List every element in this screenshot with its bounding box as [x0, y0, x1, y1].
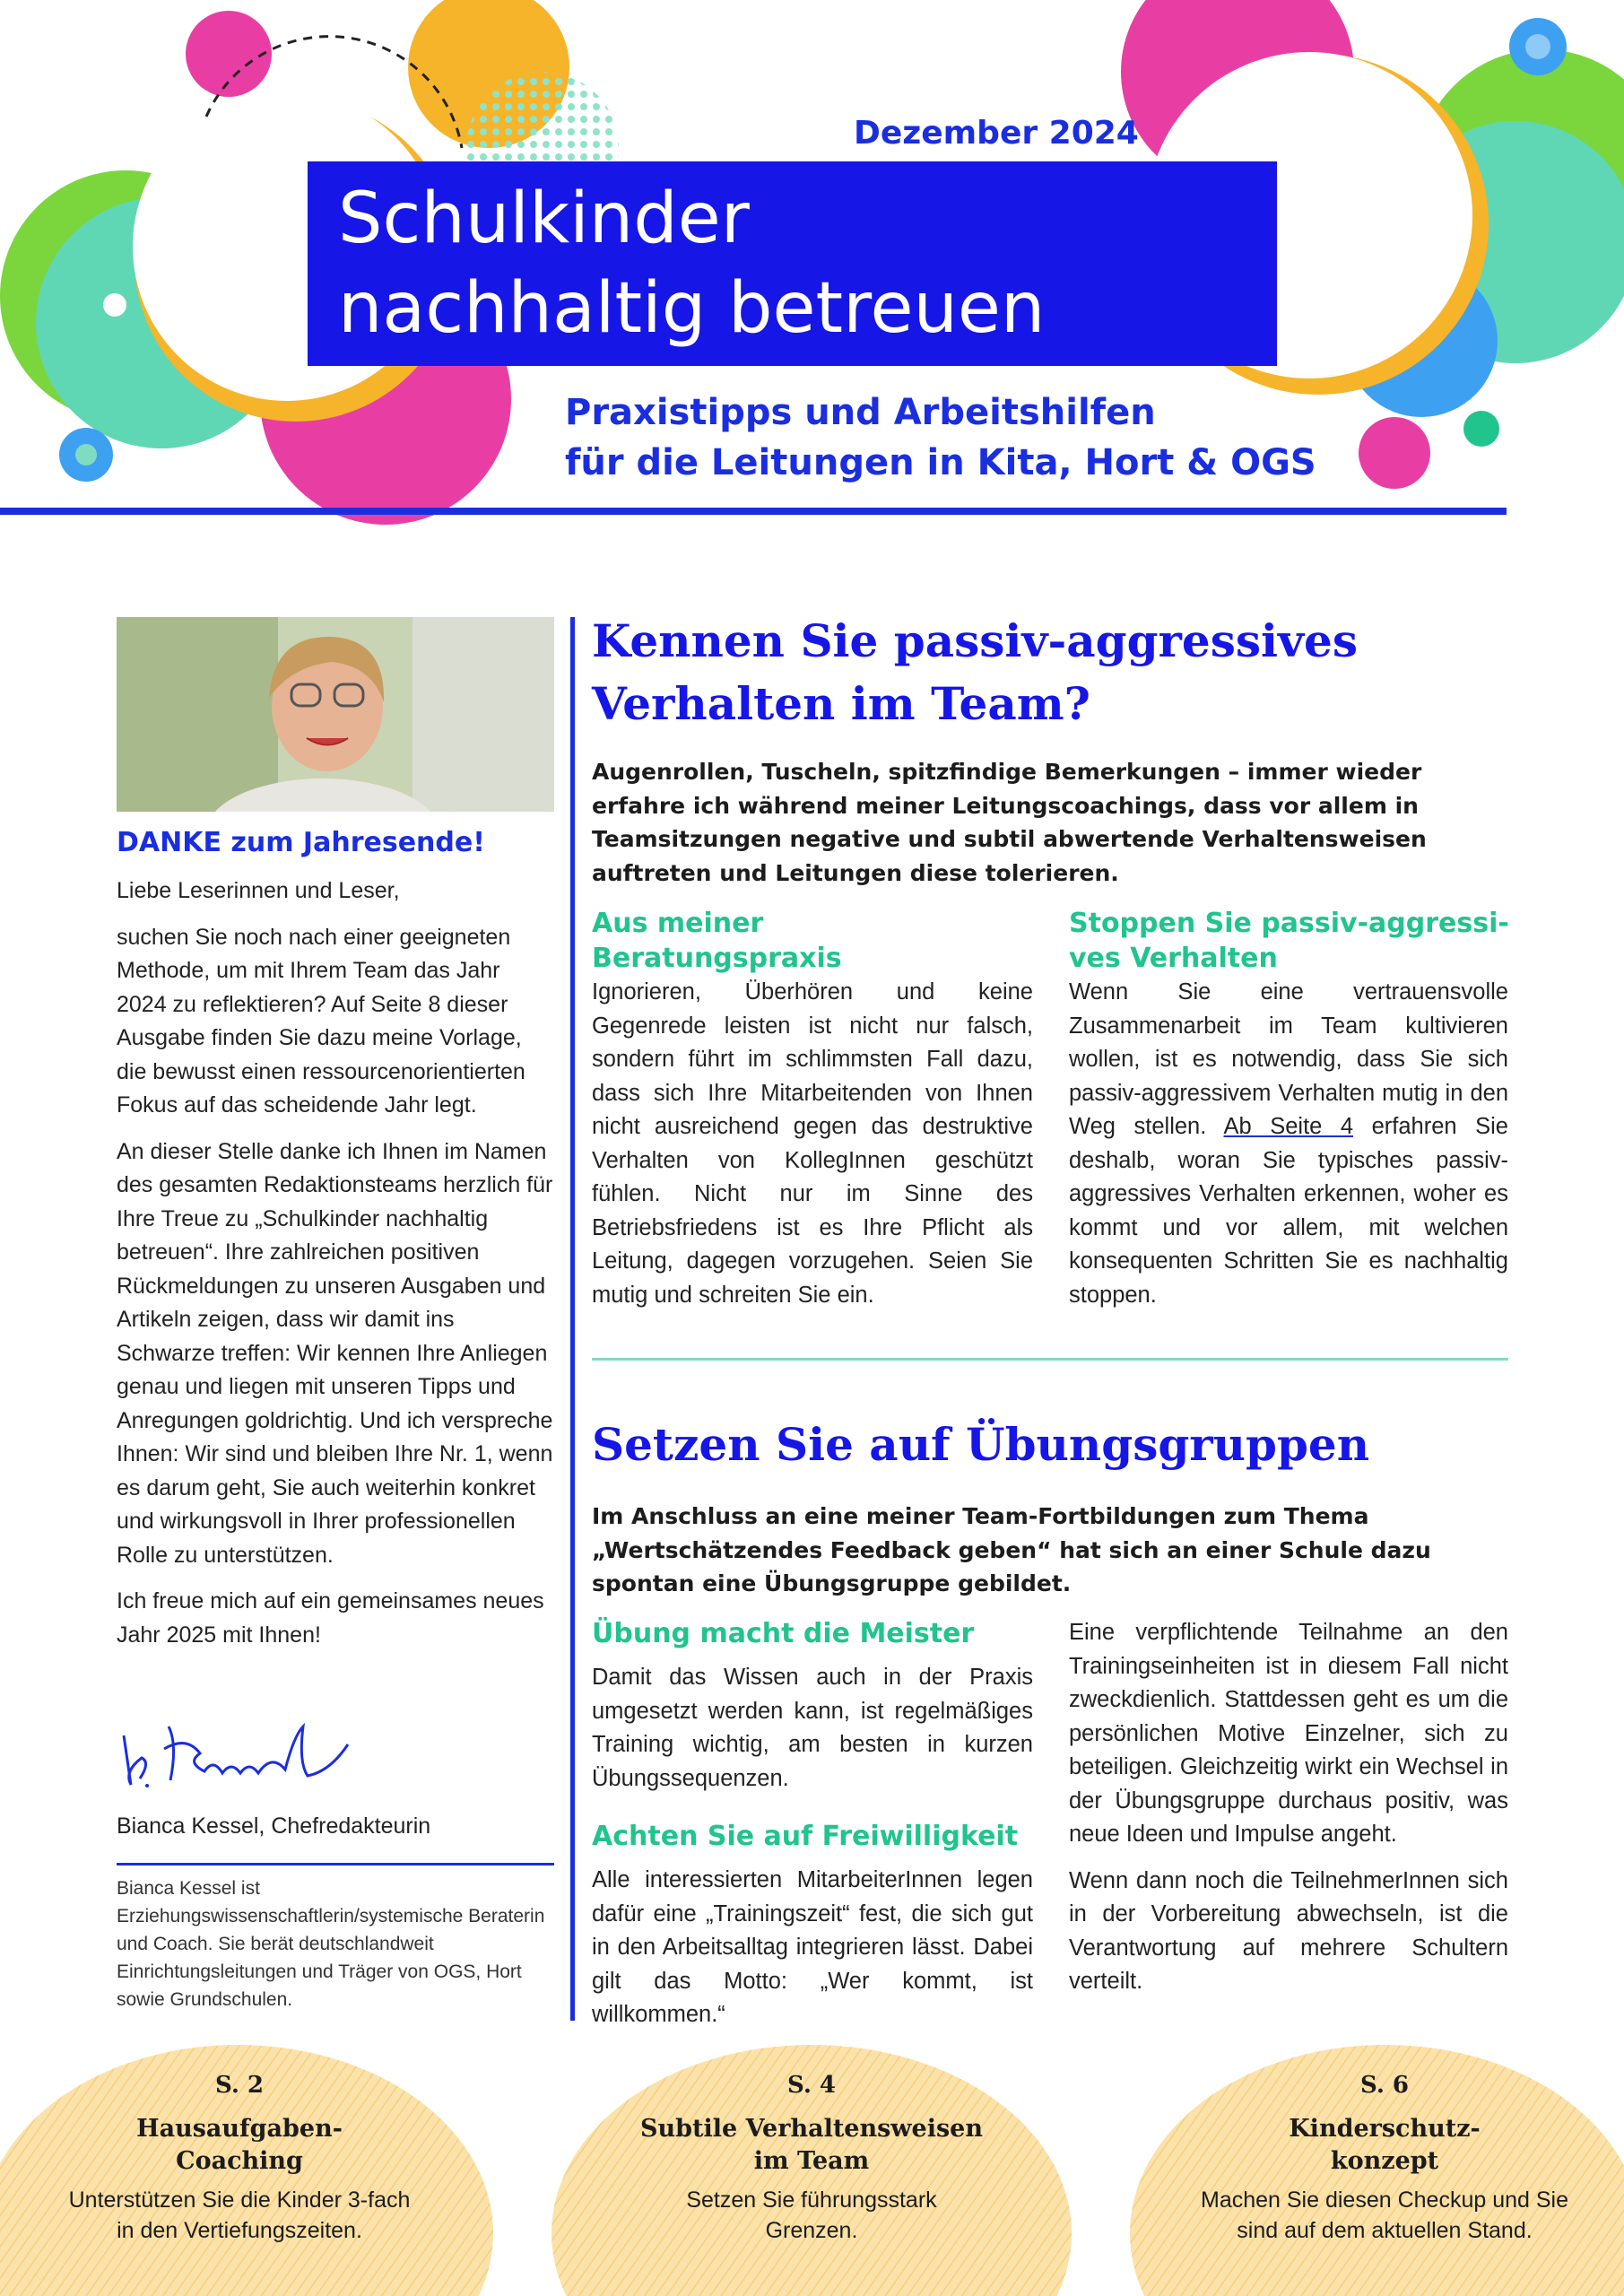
article2-heading-a: Übung macht die Meister [592, 1618, 975, 1649]
heading-line: Beratungspraxis [592, 943, 842, 974]
article2-text-a: Damit das Wissen auch in der Praxis umgesetzt werden kann, ist regelmäßiges Training wichtig, am besten in kurzen Übungssequenzen. [592, 1665, 1033, 1791]
deco-circle [1525, 34, 1550, 59]
article2-text-b: Alle interessierten MitarbeiterInnen legen dafür eine „Trainingszeit“ fest, die sich gut in den Arbeitsalltag integrieren lässt. Dabei gilt das Motto: „Wer kommt, ist willkommen.“ [592, 1867, 1033, 2027]
teaser-title-line: konzept [1330, 2147, 1439, 2175]
subtitle-line: für die Leitungen in Kita, Hort & OGS [565, 442, 1316, 483]
article2-right-text [1069, 1616, 1508, 2012]
teaser-desc-line: Machen Sie diesen Checkup und Sie [1201, 2187, 1568, 2213]
editorial-paragraph: suchen Sie noch nach einer geeigneten Methode, um mit Ihrem Team das Jahr 2024 zu reflektieren? Auf Seite 8 dieser Ausgabe finden Sie dazu meine Vorlage, die bewusst einen ressourcenorientierten Fokus auf das scheidende Jahr legt. [117, 924, 525, 1118]
bio-divider [117, 1863, 554, 1866]
teaser-description [578, 2185, 1045, 2246]
teaser-card[interactable] [6, 2072, 473, 2246]
deco-circle [75, 444, 97, 465]
header-divider [0, 508, 1507, 515]
teaser-description [6, 2185, 473, 2246]
teaser-desc-line: sind auf dem aktuellen Stand. [1237, 2218, 1533, 2243]
article-divider [592, 1358, 1508, 1361]
subtitle-line: Praxistipps und Arbeitshilfen [565, 392, 1156, 433]
masthead-title-line: Schulkinder [338, 178, 750, 259]
title-line: Kennen Sie passiv-aggressives [592, 614, 1359, 667]
editorial-paragraph: An dieser Stelle danke ich Ihnen im Namen des gesamten Redaktionsteams herzlich für Ihre Treue zu „Schulkinder nachhaltig betreuen“. Ihre zahlreichen positiven Rückmeldungen zu unseren Ausgaben und Artikeln zeigen, dass wir damit ins Schwarze treffen: Wir kennen Ihre Anliegen genau und liegen mit unseren Tipps und Anregungen goldrichtig. Und ich verspreche Ihnen: Wir sind und bleiben Ihre Nr. 1, wenn es darum geht, Sie auch weiterhin konkret und wirkungsvoll in Ihrer professionellen Rolle zu unterstützen. [117, 1138, 553, 1568]
teaser-desc-line: Unterstützen Sie die Kinder 3-fach [68, 2187, 411, 2213]
editorial-greeting: Liebe Leserinnen und Leser, [117, 878, 400, 903]
issue-date: Dezember 2024 [854, 115, 1139, 152]
teaser-page: S. 4 [786, 2072, 837, 2099]
teaser-title-line: Kinderschutz- [1289, 2115, 1481, 2143]
teaser-title-line: Subtile Verhaltensweisen [640, 2115, 983, 2143]
masthead-title-line: nachhaltig betreuen [338, 268, 1046, 349]
heading-line: Aus meiner [592, 908, 764, 939]
article1-left-text: Ignorieren, Überhören und keine Gegenrede leisten ist nicht nur falsch, sondern führt im schlimmsten Fall dazu, dass sich Ihre Mitarbeitenden von Ihnen nicht ausreichend gegen das destruktive Verhalten von KollegInnen geschützt fühlen. Nicht nur im Sinne des Betriebsfriedens ist es Ihre Pflicht als Leitung, dagegen vorzugehen. Seien Sie mutig und schreiten Sie ein. [592, 979, 1033, 1308]
article1-right-heading [1069, 906, 1517, 976]
title-line: Verhalten im Team? [592, 677, 1090, 730]
editorial-heading: DANKE zum Jahresende! [117, 827, 485, 858]
column-divider [570, 617, 575, 2021]
heading-line: Stoppen Sie passiv-aggressi- [1069, 908, 1509, 939]
signature-name: Bianca Kessel, Chefredakteurin [117, 1813, 431, 1839]
editor-portrait-photo [117, 617, 554, 812]
teaser-title-line: im Team [753, 2147, 870, 2175]
teaser-title-line: Coaching [176, 2147, 303, 2175]
text-run: erfahren Sie deshalb, woran Sie typisches passiv-aggressives Verhalten erkennen, woher es kommt und vor allem, mit welchen konsequenten Schritten Sie es nachhaltig stoppen. [1069, 1114, 1508, 1308]
teaser-card[interactable] [578, 2072, 1045, 2246]
teaser-title-line: Hausaufgaben- [136, 2115, 343, 2143]
article2-lead: Im Anschluss an eine meiner Team-Fortbildungen zum Thema „Wertschätzendes Feedback geben“ hat sich an einer Schule dazu spontan eine Übungsgruppe gebildet. [592, 1503, 1431, 1596]
teaser-desc-line: in den Vertiefungszeiten. [117, 2218, 362, 2243]
article2-title: Setzen Sie auf Übungsgruppen [592, 1418, 1370, 1471]
text-run: Wenn Sie eine vertrauensvolle Zusammenarbeit im Team kultivieren wollen, ist es notwendig, dass Sie sich passiv-aggressivem Verhalten mutig in den Weg stellen. [1069, 979, 1508, 1139]
editorial-paragraph: Ich freue mich auf ein gemeinsames neues Jahr 2025 mit Ihnen! [117, 1588, 544, 1648]
deco-circle [103, 293, 126, 317]
teaser-page: S. 6 [1359, 2072, 1410, 2099]
masthead-title [308, 161, 1277, 366]
article1-right-text [1069, 976, 1508, 1312]
author-bio: Bianca Kessel ist Erziehungswissenschaftlerin/systemische Beraterin und Coach. Sie berät deutschlandweit Einrichtungsleitungen und Träger von OGS, Hort sowie Grundschulen. [117, 1878, 545, 2010]
teaser-desc-line: Setzen Sie führungsstark [686, 2187, 937, 2213]
deco-circle [186, 11, 272, 97]
teaser-card[interactable] [1151, 2072, 1618, 2246]
handwritten-signature [115, 1709, 357, 1807]
deco-circle [1463, 411, 1499, 447]
teaser-page: S. 2 [214, 2072, 265, 2099]
paragraph: Eine verpflichtende Teilnahme an den Trainingseinheiten ist in diesem Fall nicht zweckdienlich. Stattdessen geht es um die persönlichen Motive Einzelner, sich zu beteiligen. Gleichzeitig wirkt ein Wechsel in der Übungsgruppe durchaus positiv, was neue Ideen und Impulse angeht. [1069, 1620, 1508, 1847]
masthead-subtitle [565, 387, 1316, 488]
heading-line: ves Verhalten [1069, 943, 1278, 974]
article1-left-heading [592, 906, 1040, 976]
page-reference-link[interactable]: Ab Seite 4 [1223, 1114, 1354, 1139]
article2-heading-b: Achten Sie auf Freiwilligkeit [592, 1821, 1019, 1852]
editorial-body [117, 874, 556, 1665]
article1-title [592, 610, 1358, 735]
paragraph: Wenn dann noch die TeilnehmerInnen sich in der Vorbereitung abwechseln, ist die Verantwortung auf mehrere Schultern verteilt. [1069, 1867, 1508, 1994]
article1-lead: Augenrollen, Tuscheln, spitzfindige Bemerkungen – immer wieder erfahre ich während meiner Leitungscoachings, dass vor allem in Teamsitzungen negative und subtil abwertende Verhaltensweisen auftreten und Leitungen diese tolerieren. [592, 759, 1427, 886]
teaser-description [1151, 2185, 1618, 2246]
teaser-desc-line: Grenzen. [765, 2218, 858, 2243]
deco-circle [1359, 417, 1430, 489]
